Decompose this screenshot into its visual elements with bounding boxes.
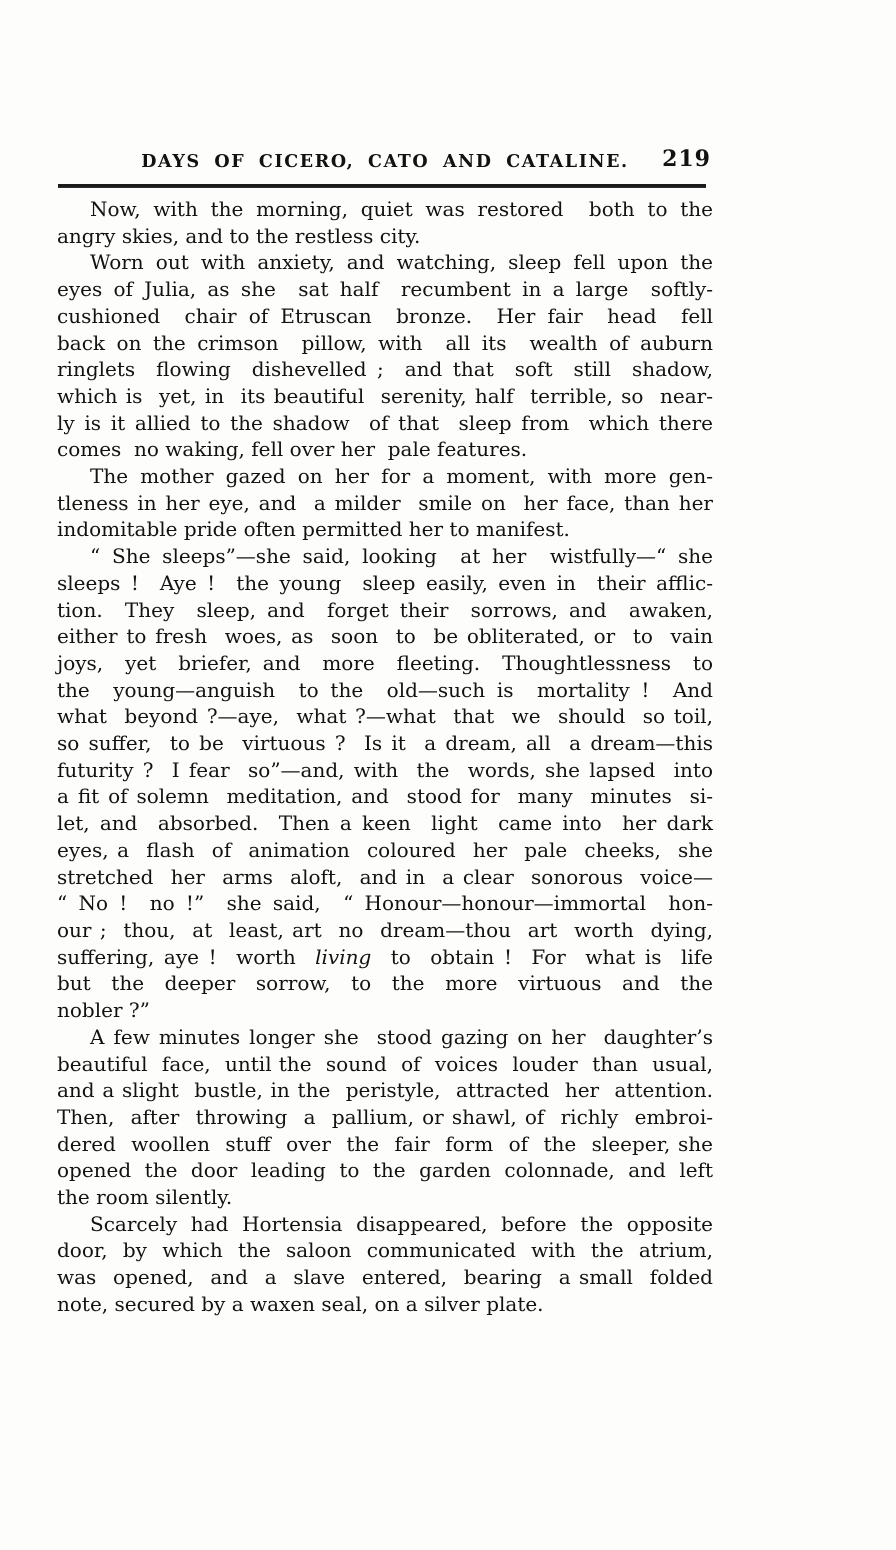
text-line: was opened, and a slave entered, bearing a small folded	[57, 1265, 713, 1290]
text-line: door, by which the saloon communicated with the atrium,	[57, 1238, 713, 1263]
text-line: Worn out with anxiety, and watching, sleep fell upon the	[90, 250, 713, 275]
text-line: a fit of solemn meditation, and stood for many minutes si-	[57, 784, 713, 809]
text-line: angry skies, and to the restless city.	[57, 223, 421, 248]
page-body	[57, 196, 713, 1318]
text-line: the room silently.	[57, 1185, 233, 1210]
text-line: tion. They sleep, and forget their sorrows, and awaken,	[57, 597, 713, 622]
text-line: stretched her arms aloft, and in a clear sonorous voice—	[57, 864, 713, 889]
text-line: indomitable pride often permitted her to manifest.	[57, 517, 570, 542]
text-line: let, and absorbed. Then a keen light came into her dark	[57, 811, 713, 836]
text-line: tleness in her eye, and a milder smile on her face, than her	[57, 490, 713, 515]
text-line: but the deeper sorrow, to the more virtuous and the	[57, 971, 713, 996]
text-line: A few minutes longer she stood gazing on her daughter’s	[90, 1024, 713, 1049]
text-line: back on the crimson pillow, with all its wealth of auburn	[57, 330, 713, 355]
page-number: 219	[662, 146, 711, 172]
text-line: suffering, aye ! worth living to obtain ! For what is life	[57, 944, 713, 969]
text-line: Scarcely had Hortensia disappeared, before the opposite	[90, 1211, 713, 1236]
text-line: The mother gazed on her for a moment, with more gen-	[90, 464, 713, 489]
text-line: futurity ? I fear so”—and, with the words, she lapsed into	[57, 757, 713, 782]
text-line: which is yet, in its beautiful serenity, half terrible, so near-	[57, 383, 713, 408]
text-line: dered woollen stuff over the fair form of the sleeper, she	[57, 1131, 713, 1156]
text-line: opened the door leading to the garden colonnade, and left	[57, 1158, 713, 1183]
text-line: sleeps ! Aye ! the young sleep easily, even in their afflic-	[57, 570, 713, 595]
text-line: cushioned chair of Etruscan bronze. Her fair head fell	[57, 303, 713, 328]
text-line: comes no waking, fell over her pale features.	[57, 437, 528, 462]
text-line: nobler ?”	[57, 998, 150, 1023]
text-line: ringlets flowing dishevelled ; and that soft still shadow,	[57, 357, 713, 382]
text-line: what beyond ?—aye, what ?—what that we should so toil,	[57, 704, 713, 729]
text-line: ly is it allied to the shadow of that sleep from which there	[57, 410, 713, 435]
running-header	[57, 146, 713, 178]
text-line: “ She sleeps”—she said, looking at her wistfully—“ she	[90, 544, 713, 569]
text-line: eyes, a flash of animation coloured her pale cheeks, she	[57, 837, 713, 862]
text-line: either to fresh woes, as soon to be obliterated, or to vain	[57, 624, 713, 649]
header-rule	[58, 184, 706, 188]
text-line: eyes of Julia, as she sat half recumbent in a large softly-	[57, 277, 713, 302]
text-line: note, secured by a waxen seal, on a silver plate.	[57, 1291, 544, 1316]
text-line: “ No ! no !” she said, “ Honour—honour—immortal hon-	[57, 891, 713, 916]
running-title: DAYS OF CICERO, CATO AND CATALINE.	[141, 152, 629, 172]
text-line: joys, yet briefer, and more fleeting. Thoughtlessness to	[57, 650, 713, 675]
text-line: beautiful face, until the sound of voices louder than usual,	[57, 1051, 713, 1076]
text-line: Now, with the morning, quiet was restored both to the	[90, 197, 713, 221]
text-line: and a slight bustle, in the peristyle, attracted her attention.	[57, 1078, 713, 1103]
text-line: Then, after throwing a pallium, or shawl, of richly embroi-	[57, 1104, 713, 1129]
text-line: the young—anguish to the old—such is mortality ! And	[57, 677, 713, 702]
text-line: our ; thou, at least, art no dream—thou art worth dying,	[57, 917, 713, 942]
text-line: so suffer, to be virtuous ? Is it a dream, all a dream—this	[57, 731, 713, 756]
